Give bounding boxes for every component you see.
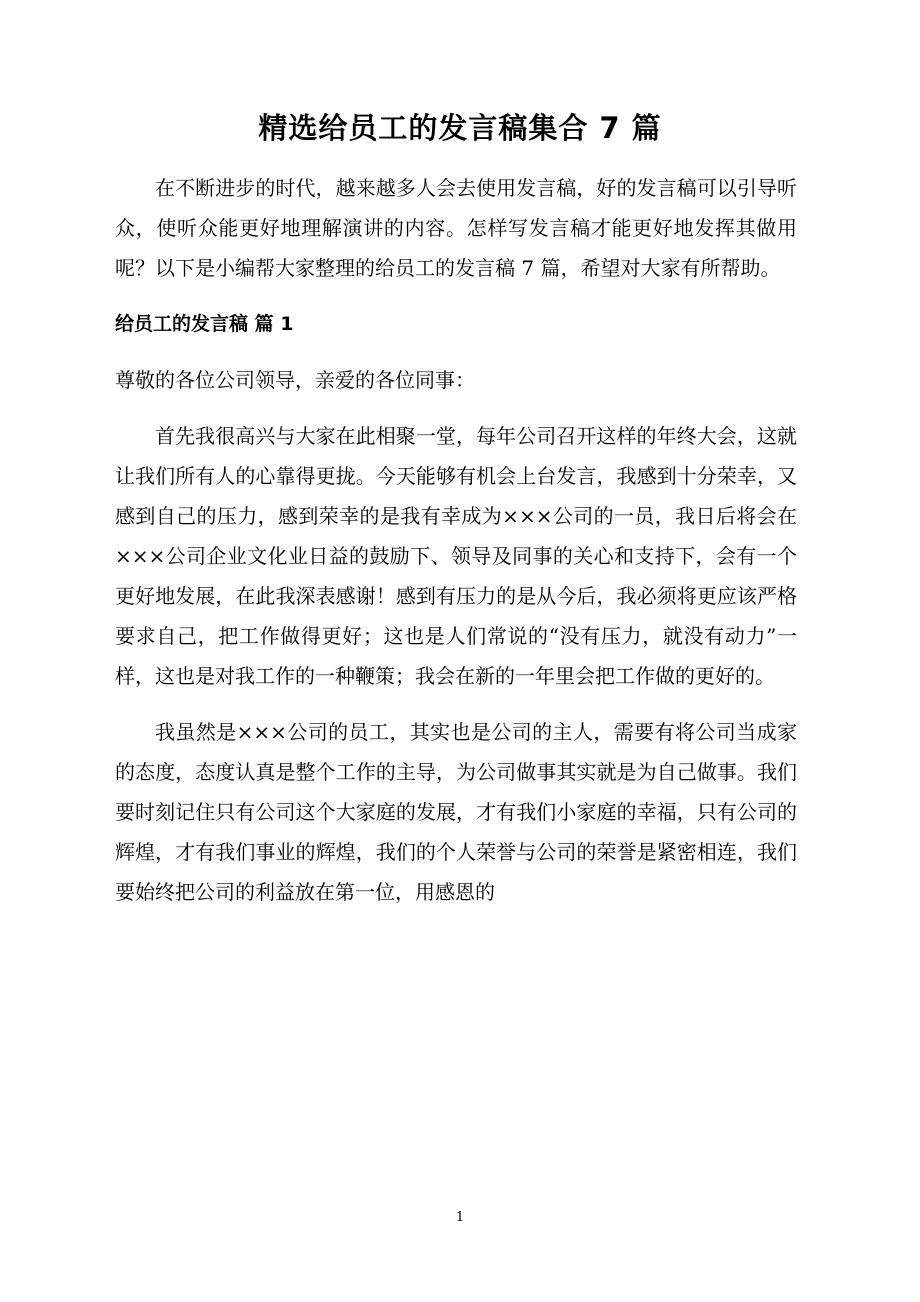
page-number: 1: [455, 1210, 465, 1225]
body-paragraph-1: 首先我很高兴与大家在此相聚一堂，每年公司召开这样的年终大会，这就让我们所有人的心靠得更拢。今天能够有机会上台发言，我感到十分荣幸，又感到自己的压力，感到荣幸的是我有幸成为×××公司的一员，我日后将会在×××公司企业文化业日益的鼓励下、领导及同事的关心和支持下，会有一个更好地发展，在此我深表感谢！感到有压力的是从今后，我必须将更应该严格要求自己，把工作做得更好；这也是人们常说的“没有压力，就没有动力”一样，这也是对我工作的一种鞭策；我会在新的一年里会把工作做的更好的。: [115, 424, 797, 688]
body-paragraph-2: 我虽然是×××公司的员工，其实也是公司的主人，需要有将公司当成家的态度，态度认真是整个工作的主导，为公司做事其实就是为自己做事。我们要时刻记住只有公司这个大家庭的发展，才有我们小家庭的幸福，只有公司的辉煌，才有我们事业的辉煌，我们的个人荣誉与公司的荣誉是紧密相连，我们要始终把公司的利益放在第一位，用感恩的: [115, 720, 797, 904]
intro-paragraph: 在不断进步的时代，越来越多人会去使用发言稿，好的发言稿可以引导听众，使听众能更好地理解演讲的内容。怎样写发言稿才能更好地发挥其做用呢？以下是小编帮大家整理的给员工的发言稿 7 篇，希望对大家有所帮助。: [115, 176, 797, 280]
salutation: 尊敬的各位公司领导，亲爱的各位同事：: [115, 368, 475, 392]
document-title: 精选给员工的发言稿集合 7 篇: [258, 111, 662, 145]
section-heading: 给员工的发言稿 篇 1: [115, 313, 294, 335]
document-body: [115, 168, 797, 928]
